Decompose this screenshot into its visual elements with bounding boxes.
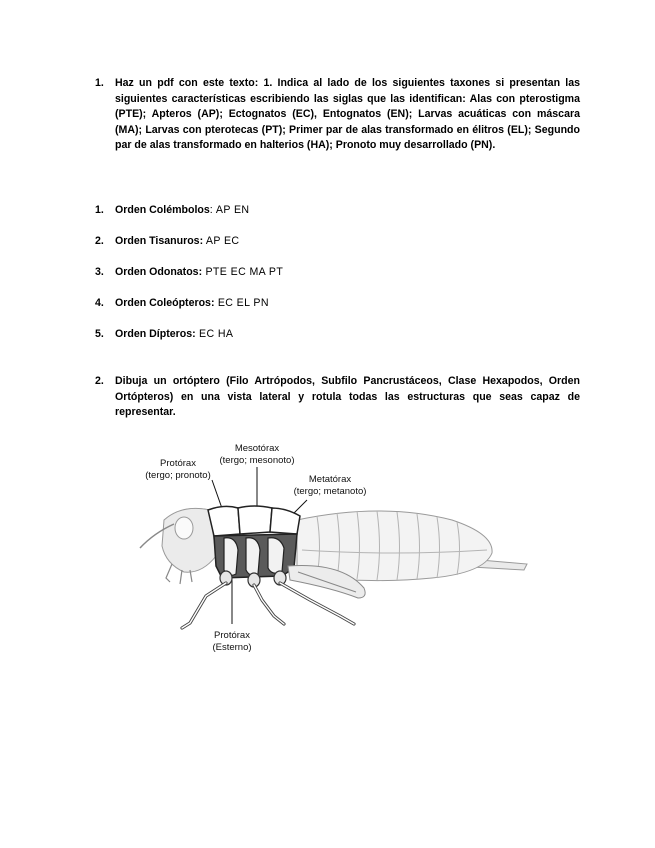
order-name: Orden Dípteros:	[115, 328, 196, 340]
order-name: Orden Tisanuros:	[115, 235, 204, 247]
question-2	[95, 374, 580, 421]
head	[162, 508, 216, 572]
order-item-3	[95, 265, 283, 279]
order-number: 1.	[95, 204, 104, 216]
label-esterno: (Esterno)	[212, 642, 252, 653]
order-sep: :	[209, 204, 214, 216]
order-codes: AP EC	[203, 235, 240, 247]
question-1-text: Haz un pdf con este texto: 1. Indica al lado de los siguientes taxones si presentan las siguientes características escribiendo las siglas que las identifican: Alas con pterostigma (PTE); Apteros (AP); Ectognatos (EC), Entognatos (EN); Larvas acuáticas con máscara (MA); Larvas con pterotecas (PT); Primer par de alas transformado en élitros (EL); Segundo par de alas transformado en halterios (HA); Pronoto muy desarrollado (PN).	[115, 77, 580, 152]
label-metatorax-sub: (tergo; metanoto)	[293, 486, 367, 497]
question-1-number: 1.	[95, 77, 104, 89]
label-mesotorax: Mesotórax	[234, 443, 280, 454]
label-protorax-bottom: Protórax	[214, 630, 250, 641]
order-codes: EC HA	[195, 328, 234, 340]
order-name: Orden Odonatos:	[115, 266, 203, 278]
order-item-2	[95, 234, 239, 248]
order-item-1	[95, 203, 249, 217]
label-metatorax: Metatórax	[308, 474, 352, 485]
order-name: Orden Colémbolos	[115, 204, 210, 216]
order-codes: AP EN	[213, 204, 250, 216]
question-2-text: Dibuja un ortóptero (Filo Artrópodos, Subfilo Pancrustáceos, Clase Hexapodos, Orden Ortópteros) en una vista lateral y rotula todas las estructuras que seas capaz de representar.	[115, 375, 580, 419]
label-protorax-sub: (tergo; pronoto)	[145, 470, 211, 481]
order-codes: EC EL PN	[214, 297, 269, 309]
mesonotum	[238, 506, 272, 534]
order-item-5	[95, 327, 233, 341]
question-1	[95, 76, 580, 154]
label-protorax: Protórax	[160, 458, 196, 469]
pronotum	[208, 506, 240, 536]
question-2-number: 2.	[95, 375, 104, 387]
order-name: Orden Coleópteros:	[115, 297, 215, 309]
order-number: 4.	[95, 297, 104, 309]
orthopteran-figure	[132, 438, 532, 660]
order-number: 2.	[95, 235, 104, 247]
order-number: 3.	[95, 266, 104, 278]
label-mesotorax-sub: (tergo; mesonoto)	[219, 455, 295, 466]
order-number: 5.	[95, 328, 104, 340]
order-codes: PTE EC MA PT	[202, 266, 284, 278]
compound-eye	[175, 517, 193, 539]
order-item-4	[95, 296, 269, 310]
